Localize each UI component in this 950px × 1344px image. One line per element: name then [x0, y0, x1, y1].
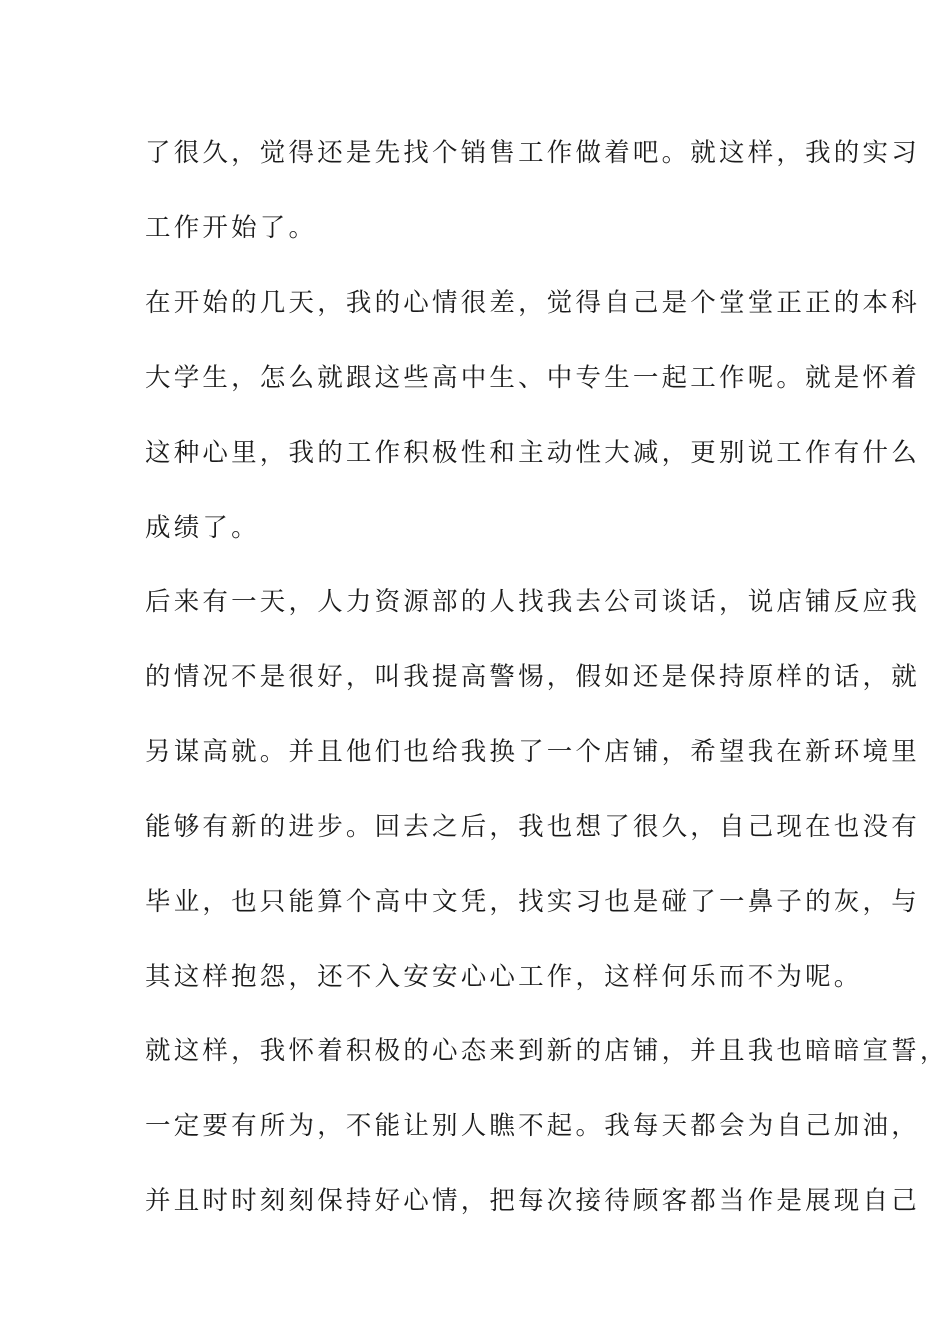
text-line: 了很久，觉得还是先找个销售工作做着吧。就这样，我的实习	[145, 138, 920, 168]
text-line: 这种心里，我的工作积极性和主动性大减，更别说工作有什么	[145, 438, 920, 468]
text-line: 成绩了。	[145, 513, 260, 543]
text-line: 其这样抱怨，还不入安安心心工作，这样何乐而不为呢。	[145, 962, 863, 992]
text-line: 就这样，我怀着积极的心态来到新的店铺，并且我也暗暗宣誓，	[145, 1036, 949, 1066]
text-line: 毕业，也只能算个高中文凭，找实习也是碰了一鼻子的灰，与	[145, 887, 920, 917]
text-line: 另谋高就。并且他们也给我换了一个店铺，希望我在新环境里	[145, 737, 920, 767]
text-line: 能够有新的进步。回去之后，我也想了很久，自己现在也没有	[145, 812, 920, 842]
text-line: 工作开始了。	[145, 213, 318, 243]
text-line: 大学生，怎么就跟这些高中生、中专生一起工作呢。就是怀着	[145, 363, 920, 393]
text-line: 一定要有所为，不能让别人瞧不起。我每天都会为自己加油，	[145, 1111, 920, 1141]
text-line: 后来有一天，人力资源部的人找我去公司谈话，说店铺反应我	[145, 587, 920, 617]
text-line: 并且时时刻刻保持好心情，把每次接待顾客都当作是展现自己	[145, 1186, 920, 1216]
text-line: 的情况不是很好，叫我提高警惕，假如还是保持原样的话，就	[145, 662, 920, 692]
text-line: 在开始的几天，我的心情很差，觉得自己是个堂堂正正的本科	[145, 288, 920, 318]
